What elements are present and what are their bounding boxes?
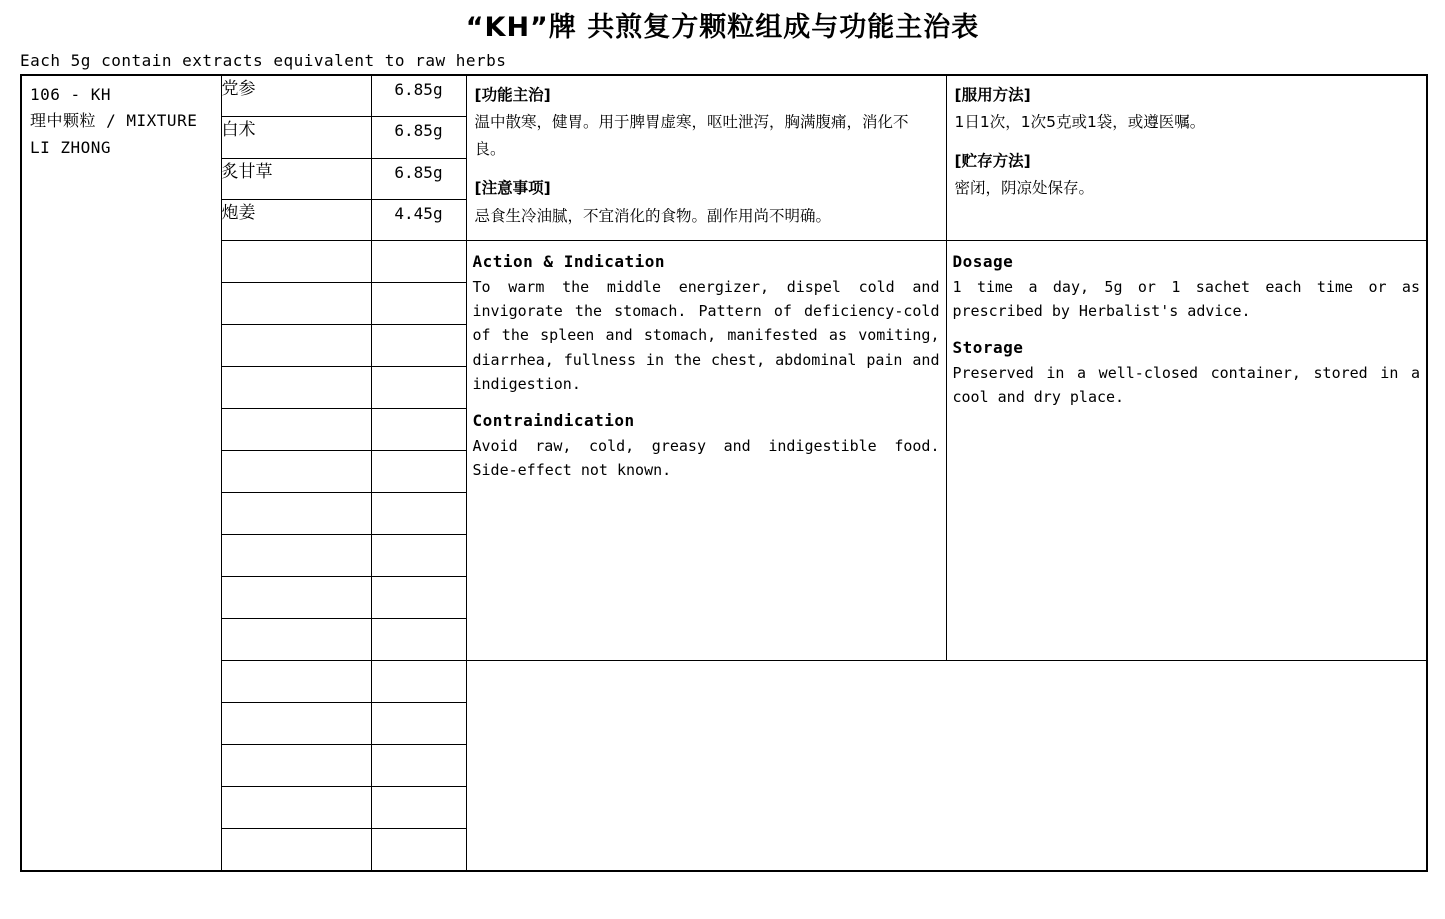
ingredient-dose: 4.45g bbox=[371, 199, 466, 240]
zh-caution-heading: [注意事项] bbox=[474, 179, 551, 198]
ingredient-dose-blank bbox=[371, 450, 466, 492]
table-body bbox=[21, 75, 1427, 871]
ingredient-dose-blank bbox=[371, 282, 466, 324]
en-dosage-text: 1 time a day, 5g or 1 sachet each time or as prescribed by Herbalist's advice. bbox=[952, 277, 1420, 320]
ingredient-dose: 6.85g bbox=[371, 75, 466, 117]
page-title: “KH”牌 共煎复方颗粒组成与功能主治表 bbox=[465, 12, 980, 43]
ingredient-dose: 6.85g bbox=[371, 158, 466, 199]
ingredient-name-blank bbox=[221, 618, 371, 660]
product-code: 106 - KH bbox=[30, 85, 112, 105]
table-row bbox=[21, 660, 1427, 702]
en-contra-heading: Contraindication bbox=[472, 411, 635, 431]
ingredient-name: 炮姜 bbox=[221, 199, 371, 240]
ingredient-dose-blank bbox=[371, 576, 466, 618]
en-action-text: To warm the middle energizer, dispel cold and invigorate the stomach. Pattern of deficiency-cold of the spleen and stomach, manifested as vomiting, diarrhea, fullness in the chest, abdominal pain and indigestion. bbox=[472, 277, 940, 393]
ingredient-dose-blank bbox=[371, 408, 466, 450]
ingredient-dose-blank bbox=[371, 534, 466, 576]
ingredient-name-blank bbox=[221, 450, 371, 492]
en-storage-heading: Storage bbox=[952, 338, 1024, 358]
ingredient-name: 党参 bbox=[221, 75, 371, 117]
ingredient-name-blank bbox=[221, 366, 371, 408]
product-name-zh-en: 理中颗粒 / MIXTURE bbox=[30, 111, 198, 131]
ingredient-dose-blank bbox=[371, 366, 466, 408]
zh-caution-text: 忌食生冷油腻，不宜消化的食物。副作用尚不明确。 bbox=[474, 206, 832, 225]
ingredient-name-blank bbox=[221, 786, 371, 828]
ingredient-dose-blank bbox=[371, 492, 466, 534]
ingredient-dose-blank bbox=[371, 324, 466, 366]
ingredient-dose: 6.85g bbox=[371, 117, 466, 158]
zh-storage-text: 密闭，阴凉处保存。 bbox=[954, 179, 1095, 198]
zh-action-text: 温中散寒，健胃。用于脾胃虚寒，呕吐泄泻，胸满腹痛，消化不良。 bbox=[474, 113, 909, 159]
en-storage-text: Preserved in a well-closed container, stored in a cool and dry place. bbox=[952, 364, 1420, 407]
ingredient-name-blank bbox=[221, 282, 371, 324]
ingredient-dose-blank bbox=[371, 618, 466, 660]
english-action-cell bbox=[466, 240, 946, 660]
table-row bbox=[21, 240, 1427, 282]
ingredient-name-blank bbox=[221, 408, 371, 450]
chinese-action-cell bbox=[466, 75, 946, 240]
ingredient-name-blank bbox=[221, 534, 371, 576]
ingredient-name-blank bbox=[221, 324, 371, 366]
zh-action-heading: [功能主治] bbox=[474, 86, 551, 105]
ingredient-dose-blank bbox=[371, 744, 466, 786]
ingredient-name-blank bbox=[221, 660, 371, 702]
en-contra-text: Avoid raw, cold, greasy and indigestible food. Side-effect not known. bbox=[472, 437, 940, 480]
ingredient-name-blank bbox=[221, 828, 371, 871]
ingredient-dose-blank bbox=[371, 240, 466, 282]
ingredient-name-blank bbox=[221, 702, 371, 744]
empty-notes-cell bbox=[466, 660, 1427, 871]
english-dosage-cell bbox=[946, 240, 1427, 660]
en-dosage-heading: Dosage bbox=[952, 251, 1014, 271]
ingredient-name: 炙甘草 bbox=[221, 158, 371, 199]
ingredient-name-blank bbox=[221, 492, 371, 534]
zh-storage-heading: [贮存方法] bbox=[954, 152, 1031, 171]
ingredient-name-blank bbox=[221, 744, 371, 786]
product-name-cell bbox=[21, 75, 221, 871]
zh-dosage-heading: [服用方法] bbox=[954, 86, 1031, 105]
subtitle-note: Each 5g contain extracts equivalent to raw herbs bbox=[20, 51, 507, 71]
ingredient-dose-blank bbox=[371, 660, 466, 702]
ingredient-dose-blank bbox=[371, 828, 466, 871]
ingredient-name-blank bbox=[221, 240, 371, 282]
chinese-dosage-cell bbox=[946, 75, 1427, 240]
table-row bbox=[21, 75, 1427, 117]
ingredient-name: 白术 bbox=[221, 117, 371, 158]
product-name-en: LI ZHONG bbox=[30, 137, 112, 157]
ingredient-name-blank bbox=[221, 576, 371, 618]
zh-dosage-text: 1日1次，1次5克或1袋，或遵医嘱。 bbox=[954, 113, 1206, 132]
ingredient-dose-blank bbox=[371, 702, 466, 744]
document-page bbox=[0, 10, 1445, 919]
ingredient-dose-blank bbox=[371, 786, 466, 828]
en-action-heading: Action & Indication bbox=[472, 251, 666, 271]
formula-table bbox=[20, 74, 1428, 872]
